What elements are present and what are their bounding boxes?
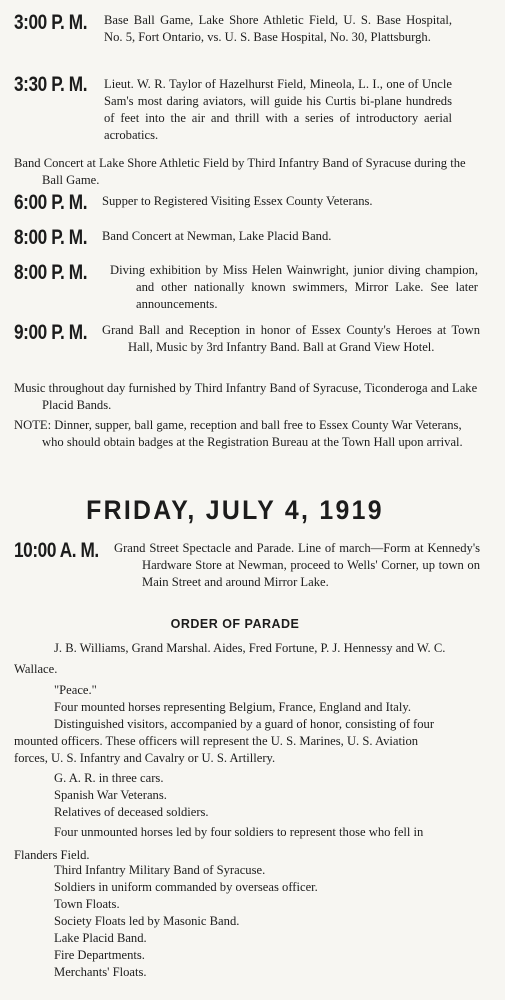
day-heading: FRIDAY, JULY 4, 1919 <box>86 495 384 525</box>
event-time: 6:00 P. M. <box>14 191 88 214</box>
parade-item-mounted-horses: Four mounted horses representing Belgium, France, England and Italy. <box>54 700 411 714</box>
order-of-parade-heading: ORDER OF PARADE <box>170 617 300 631</box>
event-8pm-diving <box>14 261 478 316</box>
event-10am-parade <box>14 539 480 610</box>
parade-item-town-floats: Town Floats. <box>54 897 120 911</box>
grand-marshal: J. B. Williams, Grand Marshal. Aides, Fred Fortune, P. J. Hennessy and W. C. Wallace. <box>14 641 446 676</box>
parade-item-spanish-war: Spanish War Veterans. <box>54 788 167 802</box>
parade-item-society-floats: Society Floats led by Masonic Band. <box>54 914 240 928</box>
event-330pm <box>14 74 454 146</box>
event-8pm-concert <box>14 227 454 251</box>
parade-item-third-infantry: Third Infantry Military Band of Syracuse. <box>54 863 266 877</box>
event-9pm <box>14 321 480 376</box>
event-description: Supper to Registered Visiting Essex County Veterans. <box>102 194 373 208</box>
event-time: 9:00 P. M. <box>14 321 88 344</box>
parade-item-gar: G. A. R. in three cars. <box>54 771 164 785</box>
parade-item-visitors: Distinguished visitors, accompanied by a guard of honor, consisting of four mounted officers. These officers will represent the U. S. Marines, U. S. Aviation forces, U. S. Infantry and Cavalry or U. S. Artillery. <box>14 717 435 765</box>
parade-item-merchants-floats: Merchants' Floats. <box>54 965 147 979</box>
event-time: 10:00 A. M. <box>14 539 99 562</box>
parade-item-unmounted-horses: Four unmounted horses led by four soldiers to represent those who fell in Flanders Field. <box>14 825 424 862</box>
music-note: Music throughout day furnished by Third Infantry Band of Syracuse, Ticonderoga and Lake Placid Bands. <box>14 381 478 412</box>
event-6pm <box>14 192 454 216</box>
event-time: 8:00 P. M. <box>14 226 88 249</box>
event-description: Grand Street Spectacle and Parade. Line of march—Form at Kennedy's Hardware Store at Newman, proceed to Wells' Corner, up town on Main Street and around Mirror Lake. <box>114 541 480 589</box>
parade-item-peace: "Peace." <box>54 683 97 697</box>
event-description: Lieut. W. R. Taylor of Hazelhurst Field, Mineola, L. I., one of Uncle Sam's most daring aviators, will guide his Curtis bi-plane hundreds of feet into the air and thrill with a series of introductory aerial acrobatics. <box>104 77 452 142</box>
parade-item-soldiers: Soldiers in uniform commanded by overseas officer. <box>54 880 318 894</box>
event-description: Diving exhibition by Miss Helen Wainwright, junior diving champion, and other nationally known swimmers, Mirror Lake. See later announcements. <box>110 263 478 311</box>
event-time: 3:00 P. M. <box>14 11 88 34</box>
event-description: Base Ball Game, Lake Shore Athletic Field, U. S. Base Hospital, No. 5, Fort Ontario, vs. U. S. Base Hospital, No. 30, Plattsburgh. <box>104 13 452 44</box>
parade-item-fire-departments: Fire Departments. <box>54 948 145 962</box>
event-description: Band Concert at Newman, Lake Placid Band. <box>102 229 332 243</box>
event-description: Grand Ball and Reception in honor of Essex County's Heroes at Town Hall, Music by 3rd Infantry Band. Ball at Grand View Hotel. <box>102 323 480 354</box>
event-time: 3:30 P. M. <box>14 73 88 96</box>
event-3pm <box>14 12 454 68</box>
band-concert-note: Band Concert at Lake Shore Athletic Field by Third Infantry Band of Syracuse during the Ball Game. <box>14 156 466 187</box>
event-time: 8:00 P. M. <box>14 261 88 284</box>
veterans-note: NOTE: Dinner, supper, ball game, reception and ball free to Essex County War Veterans, who should obtain badges at the Registration Bureau at the Town Hall upon arrival. <box>14 418 463 449</box>
parade-item-lake-placid-band: Lake Placid Band. <box>54 931 147 945</box>
parade-item-relatives: Relatives of deceased soldiers. <box>54 805 209 819</box>
